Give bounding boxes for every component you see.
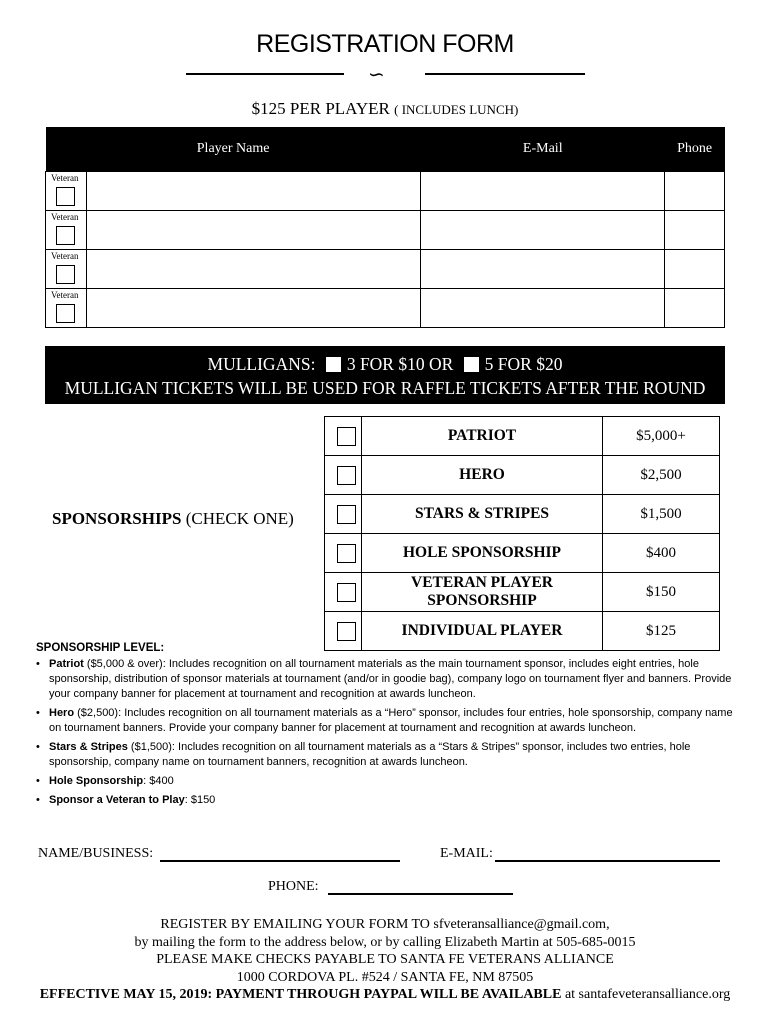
player-email-field[interactable] [421, 211, 665, 250]
veteran-label: Veteran [51, 173, 79, 183]
veteran-checkbox[interactable] [56, 304, 75, 323]
sponsorship-check-cell [325, 417, 362, 456]
sponsorship-check-cell [325, 495, 362, 534]
sponsorship-checkbox[interactable] [337, 427, 356, 446]
sponsorship-row [325, 612, 720, 651]
player-row [46, 250, 725, 289]
footer-phone-number: 505-685-0015 [556, 934, 636, 950]
sponsorship-amount: $125 [603, 612, 720, 651]
veteran-cell [46, 211, 87, 250]
footer-mail-call [0, 934, 770, 952]
footer-checks: PLEASE MAKE CHECKS PAYABLE TO SANTA FE VETERANS ALLIANCE [156, 952, 614, 967]
sponsorship-table [324, 416, 720, 651]
sponsorship-level-list [36, 657, 746, 812]
sponsorship-amount: $400 [603, 534, 720, 573]
sponsorship-name: HOLE SPONSORSHIP [362, 534, 603, 573]
footer-paypal-site: at santafeveteransalliance.org [561, 987, 731, 1002]
footer-mail-text: by mailing the form to the address below, or by calling Elizabeth Martin at [134, 934, 557, 950]
veteran-cell [46, 289, 87, 328]
player-name-field[interactable] [87, 211, 421, 250]
sponsorship-checkbox[interactable] [337, 505, 356, 524]
player-email-field[interactable] [421, 289, 665, 328]
sponsorship-name: STARS & STRIPES [362, 495, 603, 534]
price-main: $125 PER PLAYER [251, 99, 390, 118]
player-table [45, 127, 725, 328]
player-email-field[interactable] [421, 172, 665, 211]
name-business-label: NAME/BUSINESS: [38, 846, 154, 861]
footer-address: 1000 CORDOVA PL. #524 / SANTA FE, NM 87505 [236, 969, 534, 985]
sponsorship-checkbox[interactable] [337, 544, 356, 563]
sponsorship-row [325, 417, 720, 456]
player-phone-field[interactable] [665, 250, 725, 289]
price-line [0, 99, 770, 119]
footer-paypal [0, 986, 770, 1004]
footer-register: REGISTER BY EMAILING YOUR FORM TO sfveteransalliance@gmail.com, [160, 917, 610, 932]
veteran-cell [46, 250, 87, 289]
sponsorship-checkbox[interactable] [337, 466, 356, 485]
sponsorships-label [52, 509, 294, 529]
player-phone-field[interactable] [665, 172, 725, 211]
sponsorship-row [325, 534, 720, 573]
name-business-field[interactable] [160, 860, 400, 862]
player-phone-field[interactable] [665, 211, 725, 250]
sponsorship-check-cell [325, 534, 362, 573]
level-name: Patriot [49, 658, 84, 670]
sponsorship-amount: $5,000+ [603, 417, 720, 456]
sponsorship-name: PATRIOT [362, 417, 603, 456]
sponsorship-level-item [36, 774, 746, 789]
mulligan-opt2: 5 FOR $20 [484, 354, 563, 374]
sponsorship-checkbox[interactable] [337, 622, 356, 641]
sponsorship-checkbox[interactable] [337, 583, 356, 602]
footer-paypal-bold: EFFECTIVE MAY 15, 2019: PAYMENT THROUGH PAYPAL WILL BE AVAILABLE [39, 987, 562, 1002]
player-phone-field[interactable] [665, 289, 725, 328]
player-row [46, 211, 725, 250]
veteran-checkbox[interactable] [56, 187, 75, 206]
sponsorship-check-cell [325, 612, 362, 651]
sponsorship-level-item [36, 740, 746, 770]
level-description: : $400 [143, 775, 174, 787]
sponsorship-check-cell [325, 456, 362, 495]
sponsorship-row [325, 573, 720, 612]
sponsorship-level-heading: SPONSORSHIP LEVEL: [36, 642, 165, 654]
footer [0, 916, 770, 1004]
sponsorships-label-rest: (CHECK ONE) [185, 509, 294, 528]
level-name: Stars & Stripes [49, 741, 128, 753]
sponsorship-name: HERO [362, 456, 603, 495]
header-email: E-Mail [421, 127, 665, 172]
email-field[interactable] [495, 860, 720, 862]
price-note: ( INCLUDES LUNCH) [394, 102, 519, 117]
phone-label: PHONE: [268, 879, 319, 894]
mulligan-banner [45, 346, 725, 404]
sponsorship-amount: $2,500 [603, 456, 720, 495]
mulligan-label: MULLIGANS: [207, 354, 316, 374]
player-name-field[interactable] [87, 172, 421, 211]
header-player-name: Player Name [46, 127, 421, 172]
title-rule-left [186, 73, 344, 75]
mulligan-3-checkbox[interactable] [326, 357, 341, 372]
header-phone: Phone [665, 127, 725, 172]
level-name: Sponsor a Veteran to Play [49, 794, 185, 806]
veteran-label: Veteran [51, 251, 79, 261]
sponsorship-row [325, 456, 720, 495]
sponsorship-level-item [36, 793, 746, 808]
mulligan-note: MULLIGAN TICKETS WILL BE USED FOR RAFFLE TICKETS AFTER THE ROUND [64, 378, 706, 398]
sponsorship-level-item [36, 706, 746, 736]
level-name: Hole Sponsorship [49, 775, 144, 787]
level-description: : $150 [184, 794, 216, 806]
player-email-field[interactable] [421, 250, 665, 289]
sponsorship-name: INDIVIDUAL PLAYER [362, 612, 603, 651]
sponsorship-check-cell [325, 573, 362, 612]
veteran-label: Veteran [51, 290, 79, 300]
title-rule-right [425, 73, 585, 75]
player-row [46, 289, 725, 328]
sponsorships-label-bold: SPONSORSHIPS [52, 509, 182, 528]
mulligan-options [45, 352, 725, 376]
mulligan-opt1: 3 FOR $10 OR [346, 354, 454, 374]
veteran-checkbox[interactable] [56, 265, 75, 284]
level-description: ($2,500): Includes recognition on all tournament materials as a “Hero” sponsor, includes four entries, hole sponsorship, company name on tournament banners. Provide your company banner for placement at tournament and recognition at awards luncheon. [49, 707, 733, 734]
email-label: E-MAIL: [440, 846, 493, 861]
veteran-cell [46, 172, 87, 211]
ornament-icon: ∽ [368, 64, 385, 86]
veteran-checkbox[interactable] [56, 226, 75, 245]
sponsorship-amount: $150 [603, 573, 720, 612]
sponsorship-level-item [36, 657, 746, 702]
level-description: ($5,000 & over): Includes recognition on all tournament materials as the main tournament sponsor, includes eight entries, hole sponsorship, distribution of sponsor materials at tournament (and/or in goodie bag), company logo on tournament flyer and banners. Provide your company banner for placement at tournament and recognition at awards luncheon. [49, 658, 732, 700]
veteran-label: Veteran [51, 212, 79, 222]
level-description: ($1,500): Includes recognition on all tournament materials as a “Stars & Stripes” sponsor, includes two entries, hole sponsorship, company name on tournament banners, recognition at awards luncheon. [49, 741, 691, 768]
player-name-field[interactable] [87, 250, 421, 289]
sponsorship-name: VETERAN PLAYER SPONSORSHIP [362, 573, 603, 612]
page-title: REGISTRATION FORM [256, 30, 514, 58]
phone-field[interactable] [328, 893, 513, 895]
player-name-field[interactable] [87, 289, 421, 328]
sponsorship-row [325, 495, 720, 534]
player-table-header [46, 127, 725, 172]
sponsorship-amount: $1,500 [603, 495, 720, 534]
level-name: Hero [49, 707, 75, 719]
player-row [46, 172, 725, 211]
mulligan-5-checkbox[interactable] [464, 357, 479, 372]
